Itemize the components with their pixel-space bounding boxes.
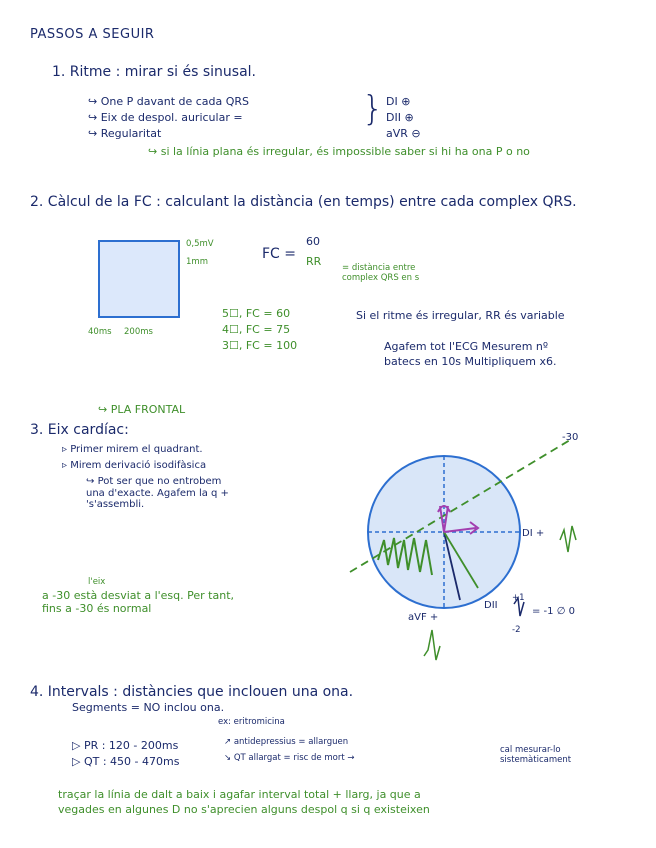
arrow-right-icon: ↪: [86, 476, 98, 487]
arrow-right-icon: ↪: [88, 95, 101, 108]
label-plus1: +1: [512, 593, 525, 603]
box-200ms-label: 200ms: [124, 327, 153, 337]
arrow-right-icon: ↪: [148, 145, 161, 158]
qt-action: cal mesurar-lo sistemàticament: [500, 745, 572, 765]
label-avf: aVF +: [408, 612, 439, 623]
qt-note-bottom: ↘ QT allargat = risc de mort →: [224, 753, 355, 763]
fc-row-4: 4☐, FC = 75: [222, 323, 291, 336]
bullet-regularity: ↪ Regularitat: [88, 127, 162, 140]
box-mm-label: 1mm: [186, 257, 208, 267]
formula-numerator: 60: [306, 235, 320, 248]
irregular-steps: Agafem tot l'ECG Mesurem nº batecs en 10s Multipliquem x6.: [384, 340, 557, 368]
label-calc: = -1 ∅ 0: [532, 606, 575, 617]
arrow-right-icon: ↘: [224, 753, 234, 763]
axis-bullet-1: ▹ Primer mirem el quadrant.: [62, 444, 203, 455]
section2-heading: 2. Càlcul de la FC : calculant la distància (en temps) entre cada complex QRS.: [30, 194, 577, 210]
formula-denominator: RR: [306, 255, 322, 268]
lead-avr: aVR ⊖: [386, 127, 421, 140]
section3-subheading: ↪ PLA FRONTAL: [98, 403, 186, 416]
lead-di: DI ⊕: [386, 95, 411, 108]
section4-heading: 4. Intervals : distàncies que inclouen una ona.: [30, 684, 354, 700]
bullet-atrial-axis: ↪ Eix de despol. auricular =: [88, 111, 243, 124]
qt-note-top: ↗ antidepressius = allarguen: [224, 737, 349, 747]
closing-note: traçar la línia de dalt a baix i agafar interval total + llarg, ja que a vegades en algunes D no s'aprecien alguns despol q si q existeixen: [58, 788, 430, 816]
label-dii: DII: [484, 600, 498, 611]
formula-fc-label: FC =: [262, 246, 297, 262]
irregular-note: Si el ritme és irregular, RR és variable: [356, 309, 565, 322]
box-40ms-label: 40ms: [88, 327, 112, 337]
arrow-right-icon: ↪: [88, 111, 101, 124]
axis-bullet-3: ↪ Pot ser que no entrobem una d'exacte. Agafem la q + 's'assembli.: [86, 476, 229, 510]
arrow-right-icon: ↗: [224, 737, 234, 747]
qt-interval: ▷ QT : 450 - 470ms: [72, 755, 180, 768]
section1-note: ↪ si la línia plana és irregular, és impossible saber si hi ha ona P o no: [148, 145, 530, 158]
lead-dii: DII ⊕: [386, 111, 414, 124]
section3-heading: 3. Eix cardíac:: [30, 422, 129, 438]
fc-row-5: 5☐, FC = 60: [222, 307, 291, 320]
pr-interval: ▷ PR : 120 - 200ms: [72, 739, 179, 752]
axis-note-small: l'eix: [88, 577, 106, 587]
arrow-right-icon: ↪: [88, 127, 101, 140]
example-drug: ex: eritromicina: [218, 717, 285, 727]
label-minus30: -30: [562, 432, 579, 443]
fc-row-3: 3☐, FC = 100: [222, 339, 298, 352]
page-title: PASSOS A SEGUIR: [30, 27, 155, 42]
section1-heading: 1. Ritme : mirar si és sinusal.: [52, 64, 256, 80]
label-di: DI +: [522, 528, 545, 539]
label-minus2: -2: [512, 625, 521, 635]
axis-bullet-2: ▹ Mirem derivació isodifàsica: [62, 460, 207, 471]
axis-note: a -30 està desviat a l'esq. Per tant, fins a -30 és normal: [42, 589, 235, 615]
avf-wave-icon: [424, 630, 440, 660]
curly-brace-icon: }: [362, 89, 384, 129]
arrow-right-icon: ↪: [98, 403, 111, 416]
di-wave-icon: [560, 526, 576, 552]
box-voltage-label: 0,5mV: [186, 239, 214, 249]
arrow-right-icon: →: [344, 753, 355, 763]
bullet-p-wave: ↪ One P davant de cada QRS: [88, 95, 250, 108]
formula-note: = distància entre complex QRS en s: [342, 263, 420, 283]
segments-note: Segments = NO inclou ona.: [72, 701, 225, 714]
